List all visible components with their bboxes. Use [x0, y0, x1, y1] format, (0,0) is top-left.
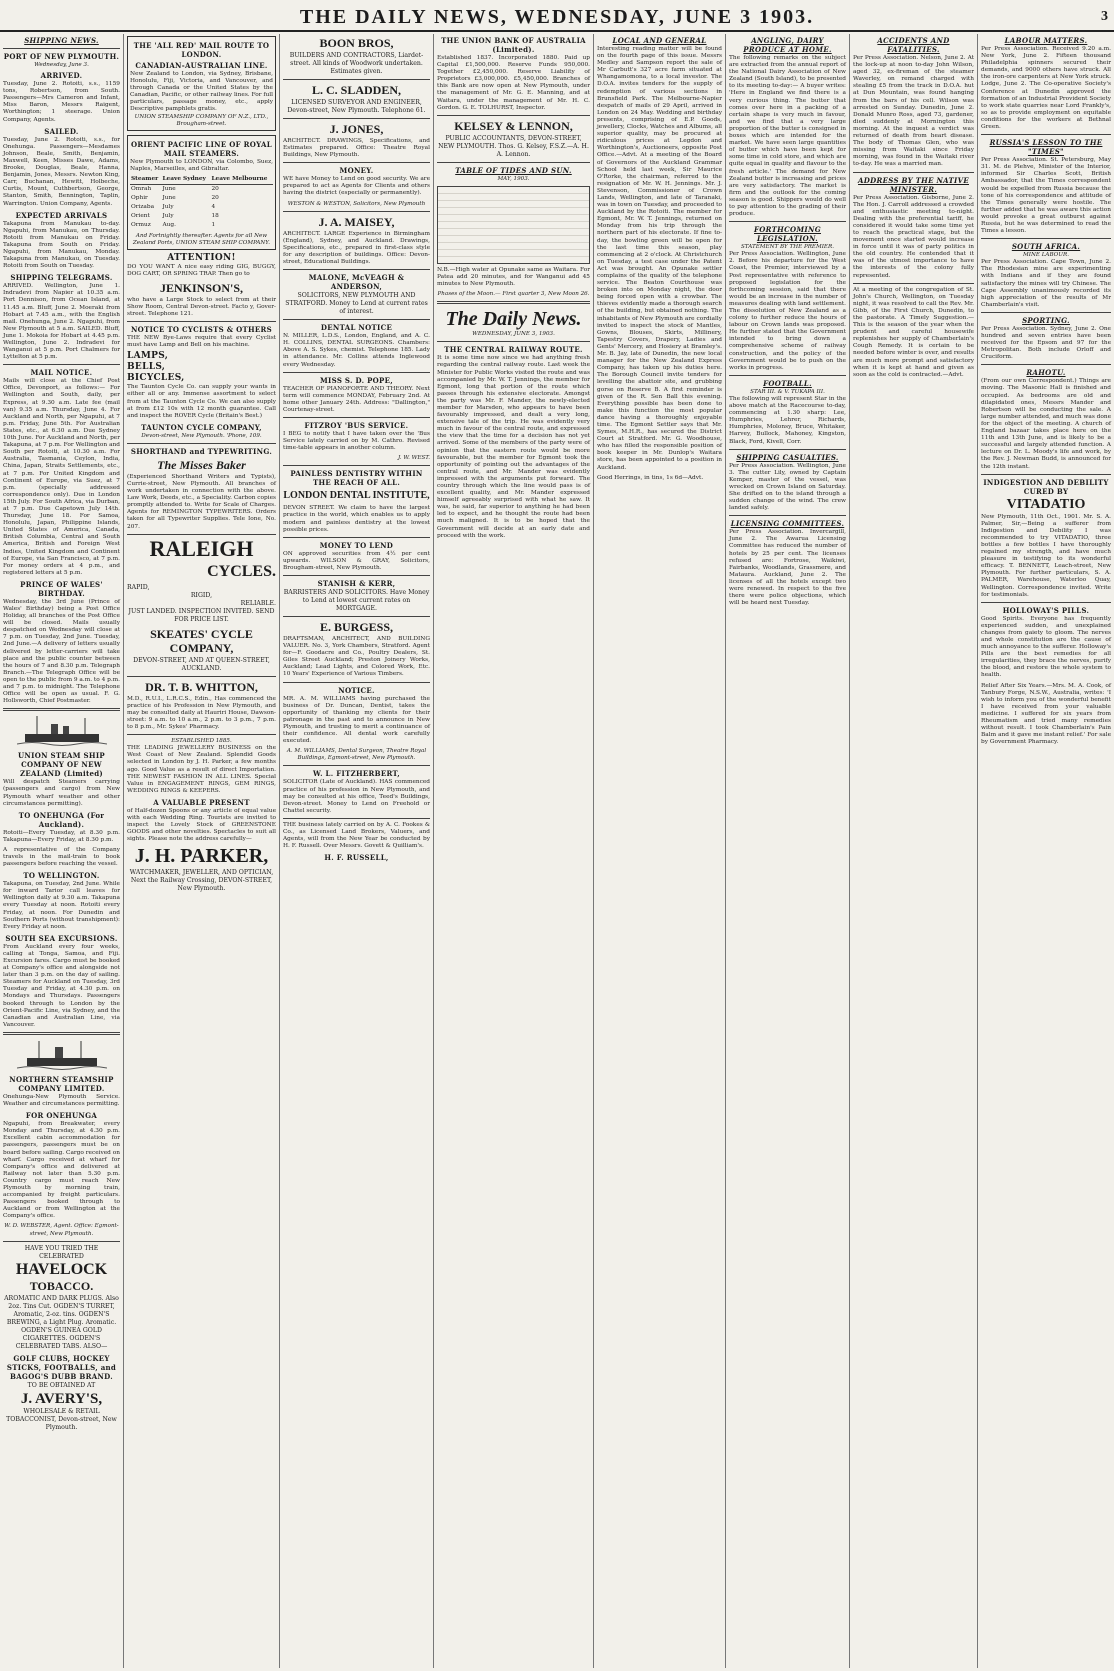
divider — [729, 449, 846, 450]
divider — [283, 465, 430, 466]
divider — [283, 417, 430, 418]
table-header: Steamer — [130, 175, 161, 185]
divider — [437, 115, 590, 116]
money-to-lend-text: ON approved securities from 4½ per cent upwards. WILSON & GRAY, Solicitors, Brougham-street, New Plymouth. — [283, 550, 430, 571]
telegrams-text: ARRIVED. Wellington, June 1. Indradevi from Napier at 10.35 a.m. Port Dennison, from Ocean Island, at 11.45 a.m. Bluff, June 2. Moeraki from Hobart at 7.45 a.m., with the English mail. Onehunga, June 2. Ngapuhi, from New Plymouth at 5 a.m. SAILED. Bluff, June 1. Mokoia for Hobart at 4.45 p.m. Wellington, June 2. Indradevi for Wanganui at 5 p.m. Port Chalmers for Lyttelton at 5 p.m. — [3, 283, 120, 361]
baker-text: (Experienced Shorthand Writers and Typists), Currie-street, New Plymouth. All branches of work undertaken in connection with the above. Law Work, Deeds, etc., a Speciality. Carbon copies promptly attended to. Write for Scale of Charges. Agents for REMINGTON TYPEWRITERS. Orders taken for all Typewriter Supplies. Tele Ione, No. 207. — [127, 473, 276, 530]
column-4 — [434, 34, 594, 1668]
moon-phases: Phases of the Moon.— First quarter 3, New Moon 26. — [437, 291, 590, 298]
accidents-heading: ACCIDENTS AND FATALITIES. — [877, 36, 950, 54]
sailed-text: Tuesday, June 2. Rotoiti, s.s., for Onehunga. Passengers—Mesdames Johnson, Beale, Smith, Benjamin, Maxwell, Keen, Misses Dawe, Adams, Brooke, Douglas, Beale, Hanna, Benjamin, Jones, Messrs. Newton King, Carr, Buchanan, Hewitt, Holbeche, Curtis, Mount, Cuthbertson, George, Stanton, Smith, Bennington, Taplin, Warrington. Union Company, Agents. — [3, 136, 120, 207]
table-cell: 20 — [211, 195, 219, 202]
table-cell: July — [162, 204, 174, 211]
divider — [729, 515, 846, 516]
bicycles-heading: BICYCLES, — [127, 373, 185, 384]
divider — [127, 321, 276, 322]
football-heading: FOOTBALL. — [763, 378, 812, 388]
local-general-heading: LOCAL AND GENERAL — [612, 36, 707, 45]
vitadatio-text: New Plymouth, 11th Oct., 1901. Mr. S. A. Palmer, Sir,—Being a sufferer from Indigestion and Debility I was recommended to try VITADATIO, three bottles a few bottles I have thoroughly regained my strength, and have much pleasure in testifying to its wonderful efficacy. T. BENNETT, Leach-street, New Plymouth. For further particulars, S. A. PALMER, Warehouse, Waterloo Quay, Wellington. Correspondence invited. Write for testimonials. — [981, 513, 1111, 598]
table-header: Leave Melbourne — [210, 175, 273, 185]
avery-heading: J. AVERY'S, — [20, 1390, 103, 1407]
money-text: WE have Money to Lend on good security. We are prepared to act as Agents for Clients and others having the district (especially or permanently). — [283, 176, 430, 197]
union-company-text-2: A representative of the Company travels in the mail-train to book passengers before reaching the vessel. — [3, 846, 120, 868]
divider — [127, 676, 276, 677]
malone-text: SOLICITORS, NEW PLYMOUTH AND STRATFORD. Money to Lend at current rates of interest. — [285, 292, 428, 316]
licensing-heading: LICENSING COMMITTEES. — [730, 519, 845, 529]
forthcoming-subheading: STATEMENT BY THE PREMIER. — [740, 244, 835, 251]
jones-heading: J. JONES, — [329, 122, 384, 136]
table-cell: July — [162, 213, 174, 220]
telegrams-heading: SHIPPING TELEGRAMS. — [10, 273, 113, 283]
wellington-text: Takapuna, on Tuesday, 2nd June. While for inward Tarior call leaves for Wellington daily at 9.30 a.m. Takapuna every Tuesday at noon. Rotoiti every Friday, at noon. For Dunedin and Southern Ports (without transhipment): Every Friday at noon. — [3, 881, 120, 930]
expected-heading: EXPECTED ARRIVALS — [15, 210, 108, 220]
railway-route-heading: THE CENTRAL RAILWAY ROUTE. — [444, 345, 583, 355]
table-cell: Omrah — [131, 186, 152, 193]
birthday-heading: PRINCE OF WALES' BIRTHDAY. — [20, 579, 103, 598]
relief-text: Relief After Six Years.—Mrs. M. A. Cook, of Tanbury Forge, N.S.W., Australia, writes: 'I wish to inform you of the wonderful benefit I have received from your valuable medicine. I suffered for six years from Rheumatism and tried many remedies without result. I took Chamberlain's Pain Balm and it gave me instant relief.' For sale by Government Pharmacy. — [981, 682, 1111, 746]
shipping-casualties-heading: SHIPPING CASUALTIES. — [736, 452, 839, 462]
money-heading: MONEY. — [339, 166, 374, 176]
columns — [0, 34, 1114, 1668]
boon-text: BUILDERS AND CONTRACTORS, Liardet-street. All kinds of Woodwork undertaken. Estimates given. — [289, 52, 424, 75]
divider — [283, 79, 430, 80]
native-minister-text: Per Press Association. Gisborne, June 2. The Hon. J. Carroll addressed a crowded and enthusiastic meeting to-night. Dealing with the preferential tariff, he considered it would take some time yet to reach the practical stage, but the movement once started would increase in force until it was of party politics in the old country. He contended that it was of the utmost importance to have the interests of the colony fully represented. — [853, 194, 974, 279]
divider — [127, 443, 276, 444]
sporting-heading: SPORTING. — [1022, 315, 1070, 325]
valuable-present-heading: A VALUABLE PRESENT — [153, 797, 250, 807]
skeates-subheading: DEVON-STREET, AND AT QUEEN-STREET, AUCKLAND. — [133, 656, 270, 672]
arrived-text: Tuesday, June 2. Rotoiti, s.s., 1159 tons, Robertson, from South. Passengers—Mrs Cameron and Infant, Miss Baron, Messrs Raigent, Worthington; 1 steerage. Union Company, Agents. — [3, 81, 120, 123]
meeting-text: At a meeting of the congregation of St. John's Church, Wellington, on Tuesday night, it was resolved to call the Rev. Mr. Gibb, of the First Church, Dunedin, to the pastorate. A Timely Suggestion.—This is the season of the year when the prudent and careful housewife replenishes her supply of Chamberlain's Cough Remedy. It is certain to be needed before winter is over, and results are much more prompt and satisfactory when it is kept at hand and given as soon as the cold is contracted.—Advt. — [853, 286, 974, 378]
holloway-text: Good Spirits. Everyone has frequently experienced sudden, and unexplained changes from gaiety to gloom. The nerves and whole constitution are the cause of much annoyance to the sufferer. Holloway's Pills are the best remedies for all irregularities, they brace the nerves, purify the blood, and restore the whole system to health. — [981, 615, 1111, 679]
table-row — [130, 194, 273, 203]
northern-signature: W. D. WEBSTER, Agent. Office: Egmont-street, New Plymouth. — [4, 1223, 119, 1237]
orient-heading: ORIENT PACIFIC LINE OF ROYAL MAIL STEAMERS. — [131, 139, 272, 158]
kelsey-heading: KELSEY & LENNON, — [454, 118, 573, 133]
shipping-news-heading: SHIPPING NEWS. — [24, 36, 99, 45]
fitzroy-heading: FITZROY 'BUS SERVICE. — [304, 420, 409, 430]
column-5 — [594, 34, 726, 1668]
fitzroy-text: I BEG to notify that I have taken over the 'Bus Service lately carried on by M. Cathro. Revised time-table appears in another column. — [283, 430, 430, 452]
raleigh-word: RELIABLE. — [240, 599, 276, 607]
daily-news-logo: The Daily News. — [445, 308, 582, 331]
russell-heading: H. F. RUSSELL, — [324, 853, 389, 863]
table-cell: 1 — [211, 222, 216, 229]
bank-heading: THE UNION BANK OF AUSTRALIA (Limited). — [441, 36, 586, 54]
rahotu-text: (From our own Correspondent.) Things are moving. The Masonic Hall is finished and occupied. As bedrooms are old and dilapidated ones, Messrs Mander and Robertson will be conducting the sale. A large number attended, and much was done for the object of the meeting. A church of England bazaar takes place here on the 11th and 13th June, and is likely to be a successful and largely attended function. A lecture on Dr. L. Moody's life and work, by the Rev. J. Newman Budd, is announced for the 12th instant. — [981, 378, 1111, 470]
column-3 — [280, 34, 434, 1668]
labour-heading: LABOUR MATTERS. — [1004, 36, 1088, 45]
dental-text: N. MILLER, L.D.S., London, England, and A. C. H. COLLINS, DENTAL SURGEONS. Chambers: Above A. S. Sykes, chemist. Telephone 185. Lady in attendance. Mr. Collins attends Inglewood every Wednesday. — [283, 333, 430, 368]
havelock-text: AROMATIC AND DARK PLUGS. Also 2oz. Tins Cut. OGDEN'S TURRET, Aromatic, 2-oz. tins. OGDEN'S BREWING, a Light Plug. Aromatic. OGDEN'S GUINEA GOLD CIGARETTES. OGDEN'S CELEBRATED TABS. ALSO— — [4, 1294, 119, 1350]
whitton-text: M.D., R.U.I., L.R.C.S., Edin., Has commenced the practice of his Profession in New Plymouth, and may be consulted daily at Hauriri House, Dawson-street: 9 a.m. to 10 a.m., 2 p.m. to 3 p.m., 7 p.m. to 8 p.m., Mr. Sykes' Pharmacy. — [127, 695, 276, 731]
labour-text: Per Press Association. Received 9.20 a.m. New York, June 2. Fifteen thousand Philadelphia spinners secured their demands, and 9000 others have struck. All the iron-ore carpenters at New York struck. Lodge, June 2. The Co-operative Society's Conference at Dunedin approved the formation of an Industrial Provident Society to work state quarries near Lord Frankly's, so as to provide employment on equitable conditions for the workers at Bethnal Green. — [981, 46, 1111, 131]
masthead — [0, 0, 1114, 32]
mail-notice-text: Mails will close at the Chief Post Office, Devonport, as follows:— For Wellington and South, daily, per Express, at 9.30 a.m. Late fee (mail van) 9.35 a.m. Thursday, June 4. For Auckland and North, per Ngapuhi, at 7 p.m. Friday, June 5th. For Australian States, etc., at 6.30 a.m. Due Sydney 10th June. For Auckland and North, per Takapuna, at 7 p.m. For Wellington and South per Rotoiti, at 10.30 a.m. For Australia, Tasmania, Ceylon, India, China, Japan, Straits Settlements, etc., at 7 p.m. For United Kingdom and Continent of Europe, via Suez, at 7 p.m. (specially addressed correspondence only). Due in London 15th July. For South Africa, via Durban, at 7 p.m. Due Capetown July 14th. Thursday, June 18. For Samoa, Honolulu, Japan, Philippine Islands, United States of America, Canada, British Columbia, Central and South America, British and Foreign West Indies, United Kingdom and Continent of Europe, via San Francisco, at 7 p.m. For money orders at 4 p.m., and registered letters at 5 p.m. — [3, 378, 121, 576]
onehunga-text: Rotoiti—Every Tuesday, at 8.30 p.m. Takapuna—Every Friday, at 8.30 p.m. — [3, 829, 120, 843]
divider — [729, 221, 846, 222]
valuable-present-text: of Half-dozen Spoons or any article of equal value with each Wedding Ring. Tourists are invited to inspect the Lovely Stock of GREENSTONE GOODS and other novelties. Spectacles to suit all sights. Please note the address carefully— — [127, 807, 276, 843]
south-sea-text: From Auckland every four weeks, calling at Tonga, Samoa, and Fiji. Excursion fares. Cargo must be booked at Company's office and alongside not later than 3 p.m. on the day of sailing. Steamers for Auckland on Tuesday, 3rd Tuesday and Friday, at 4.30 p.m. on Mondays and Thursdays. Passengers booked through to London by the Orient-Pacific Line, via Sydney, and the Canadian and Australian Line, via Vancouver. — [3, 943, 120, 1028]
table-cell: 18 — [211, 213, 219, 220]
raleigh-word: RIGID, — [190, 591, 213, 599]
to-onehunga-heading: TO ONEHUNGA (For Auckland). — [18, 810, 105, 829]
painless-heading: PAINLESS DENTISTRY WITHIN THE REACH OF ALL. — [290, 469, 423, 488]
parker-text: THE LEADING JEWELLERY BUSINESS on the West Coast of New Zealand. Splendid Goods selected in London by J. H. Parker, a few months ago. Good Value as a result of direct Importation. THE NEWEST FASHION IN ALL LINES. Special Value in ENGAGEMENT RINGS, GEM RINGS, WEDDING RINGS & KEEPERS. — [127, 745, 276, 794]
steamship-illustration — [17, 1038, 107, 1072]
licensing-text: Per Press Association. Invercargill, June 2. The Awarua Licensing Committee has reduced the number of hotels by 25 per cent. The licenses refused are: Fortrose, Waikiwi, Fairbanks, Woodlands, Grassmere, and Mataura. Auckland, June 2. The licenses of all the hotels except two were renewed. In respect to the five there were police objections, which will be heard next Tuesday. — [729, 529, 846, 607]
divider — [729, 375, 846, 376]
maisey-heading: J. A. MAISEY, — [318, 214, 395, 229]
sporting-text: Per Press Association. Sydney, June 2. One hundred and seven entries have been received for the Epsom and 97 for the Metropolitan. Both include Orloff and Cruciform. — [981, 325, 1111, 361]
divider — [981, 312, 1111, 313]
table-cell: Aug. — [162, 222, 176, 229]
bank-text: Established 1837. Incorporated 1880. Paid up Capital £1,500,000. Reserve Funds 950,000. Together £2,450,000. Reserve Liability of Proprietors £3,000,000. £5,450,000. Branches of this Bank are now open at New Plymouth, under the management of Mr. G. E. Manning, and at Waitara, under the management of Mr. H. C. Gordon. G. E. TOLHURST, Inspector. — [437, 55, 590, 111]
port-heading: PORT OF NEW PLYMOUTH. — [3, 52, 120, 61]
dairy-heading: ANGLING, DAIRY PRODUCE AT HOME. — [743, 36, 832, 54]
canadian-line-heading: CANADIAN-AUSTRALIAN LINE. — [135, 61, 268, 70]
raleigh-word: RAPID, — [127, 583, 150, 591]
havelock-lead: HAVE YOU TRIED THE CELEBRATED — [24, 1244, 99, 1260]
taunton-subheading: Devon-street, New Plymouth. 'Phone, 109. — [141, 432, 262, 439]
ad-snippet: Good Herrings, in tins, 1s 6d—Advt. — [597, 474, 704, 481]
sladden-heading: L. C. SLADDEN, — [311, 83, 401, 97]
holloway-heading: HOLLOWAY'S PILLS. — [1002, 605, 1090, 615]
divider — [127, 734, 276, 735]
standish-heading: STANISH & KERR, — [317, 579, 396, 588]
dairy-text: The following remarks on the subject are extracted from the annual report of the National Dairy Association of New Zealand (South Island), to be presented to its meeting to-day:— A buyer writes: 'Here in England we find there is a very curious thing. The butter that comes over here in a packing of a certain shape is very much in favour, and we find that a very large proportion of the butter is consigned in boxes which are intended for the market. We have seen large quantities of butter which have been kept for some time in cold store, and which are quite equal in quality and flavour to the fresh article.' The demand for New Zealand butter is increasing and prices are very satisfactory. The market is firm and the outlook for the coming season is good. Shippers would do well to pay attention to the grading of their produce. — [729, 55, 847, 218]
jenkinson-text: who have a Large Stock to select from at their Show Room, Central Devon-street. Facto y, Gover-street. Telephone 121. — [127, 296, 276, 318]
table-header: Leave Sydney — [161, 175, 210, 185]
football-subheading: STAR III. & V. TUKAPA III. — [750, 388, 825, 395]
table-cell: Orizaba — [131, 204, 155, 211]
divider — [283, 319, 430, 320]
northern-steamship-heading: NORTHERN STEAMSHIP COMPANY LIMITED. — [9, 1074, 114, 1093]
jones-text: ARCHITECT. DRAWINGS, Specifications, and Estimates prepared. Office: Theatre Royal Buildings, New Plymouth. — [283, 138, 430, 159]
golf-heading: GOLF CLUBS, HOCKEY STICKS, FOOTBALLS, and BAGOG'S DUBB BRAND. — [6, 1353, 117, 1381]
sladden-text: LICENSED SURVEYOR AND ENGINEER, Devon-street, New Plymouth. Telephone 61. — [287, 99, 426, 114]
weston-signature: WESTON & WESTON, Solicitors, New Plymouth — [287, 200, 426, 207]
russia-heading: RUSSIA'S LESSON TO THE "TIMES" — [989, 138, 1103, 157]
notice-text: MR. A. M. WILLIAMS having purchased the business of Dr. Duncan, Dentist, takes the opportunity of thanking my clients for their patronage in the past and to announce in New Plymouth, and trusting to merit a continuance of their confidence. All dental work carefully executed. — [283, 695, 430, 745]
logo-date: WEDNESDAY, JUNE 3, 1903. — [472, 331, 555, 338]
whitton-heading: DR. T. B. WHITTON, — [145, 679, 258, 694]
divider — [283, 575, 430, 576]
bells-heading: BELLS, — [127, 362, 166, 373]
raleigh-heading: RALEIGH — [149, 535, 254, 561]
williams-signature: A. M. WILLIAMS, Dental Surgeon, Theatre Royal Buildings, Egmont-street, New Plymouth. — [286, 748, 427, 762]
local-general-text: Interesting reading matter will be found on the fourth page of this issue. Messrs Medley and Sampson report the sale of Mr Carbutt's 327 acre farm situated at Whangamomona, to a local investor. The D.O.A. invites tenders for the supply of redemption of various sections in Brunsfield Park. The Melbourne-Napier despatch of mails of 29 April, arrived in London on 24 May. Wedding and birthday presents, comprising of E.P. Goods, jewellery, Clocks, Watches and Albums, all superior quality, may be procured at ridiculous prices at Legdon and Worthington's, Auctioneers, opposite Post Office.—Advt. At a meeting of the Board of Governors of the Auckland Grammar School held last week, Sir Maurice O'Rorke, the chairman, referred to the resignation of Mr. W. H. Jennings. Mr. J. Stevenson, Commissioner of Crown Lands, Wellington, and late of Taranaki, was in town on Tuesday, and proceeded to Auckland by the Rotoiti. The member for Egmont, Mr. W. T. Jennings, returned on Monday from his trip through the northern part of his electorate. If fine to-day, the bowling green will be open for the last time this season, play commencing at 2 o'clock. At Christchurch on Tuesday, a test case under the Patent Act was brought. An Opunake settler complains of the quality of the telephone service. The Beaton Courthouse was broken into on Monday night, the door being forced open with a crowbar. The thieves evidently made a thorough search of the building, but obtained nothing. The inhabitants of New Plymouth are cordially invited to inspect the stock of Mantles, Gowns, Blouses, Skirts, Millinery, Tapestry Covers, Drapery, Ladies and Gents' Mercery, and Hosiery at Bramley's. Mr. B. Jay, late of Dunedin, the new local manager for the New Zealand Express Company, has taken up his duties here. The Borough Council invite tenders for levelling the abattoir site, and grubbing gorse on Reserve B. A first reminder is given of the R. Sen Ball this evening. Everything possible has been done to make this function the most popular dance having a thoroughly enjoyable time. The Egmont Settler says that Mr. Symes, M.H.R., has secured the District Court at Stratford. Mr. G. Woodhouse, who has filled the responsible position of book keeper in Mr. Dunlop's Waitara store, has been appointed to a position in Auckland. — [597, 46, 722, 471]
havelock-heading: HAVELOCK — [15, 1260, 108, 1278]
divider — [3, 708, 120, 711]
pope-text: TEACHER OF PIANOFORTE AND THEORY. Next term will commence MONDAY, February 2nd. At home other January 24th. Address: "Dallington," Courtenay-street. — [283, 385, 430, 413]
attention-heading: ATTENTION! — [167, 252, 236, 263]
burgess-text: DRAFTSMAN, ARCHITECT, AND BUILDING VALUER. No. 3, York Chambers, Stratford. Agent for—F. Goodacre and Co., Poultry Dealers, St. Giles Street Auckland; Preston Joinery Works, Auckland; Lead Lights, and Colored Work, Etc. 10 Years' Experience of Various Timbers. — [283, 636, 430, 678]
northern-steamship-text: Onehunga-New Plymouth Service. Weather and circumstances permitting. — [3, 1093, 120, 1108]
accidents-text: Per Press Association. Nelson, June 2. At the lock-up at noon to-day John Wilson, aged 32, ex-fireman of the steamer Waverley, on remand charged with stealing £5 from the track in D.O.A. hut at Dun Mountain, was found hanging from the bars of his cell. Wilson was arrested on Sunday. Dunedin, June 2. Donald Munro Ross, aged 73, gardener, died suddenly at Mornington this morning. At the inquest a verdict was returned of death from heart disease. The body of Thomas Glen, who was missing from Waitaki since Friday morning, was found in the Waitaki river to-day. He was a married man. — [853, 55, 974, 168]
divider — [3, 364, 120, 365]
divider — [283, 616, 430, 617]
tides-heading: TABLE OF TIDES AND SUN. — [455, 165, 572, 175]
south-africa-text: Per Press Association. Cape Town, June 2. The Rhodesian mine are experimenting with Indians and if they are found satisfactory the mines will try Chinese. The Cape Assembly unanimously recorded its high appreciation of the results of Mr Chamberlain's visit. — [981, 259, 1111, 308]
cyclists-text: THE NEW Bye-Laws require that every Cyclist must have Lamp and Bell on his machine. — [127, 335, 276, 349]
football-text: The following will represent Star in the above match at the Racecourse to-day, commencing at 1.30 sharp: Lee, Humphries, Lehrer, Richards, Humphries, Molonsy, Bruce, Whitaker, Harvey, Bullock, Mahoney, Kingston, Black, Ford, Kivell, Corr. — [729, 395, 846, 445]
all-red-text: New Zealand to London, via Sydney, Brisbane, Honolulu, Fiji, Victoria, and Vancouver, and through Canada or the United States by the Canadian, Pacific, or other railway lines. For full particulars, passage money, etc., apply Descriptive pamphlets gratis. — [130, 71, 273, 113]
table-cell: June — [162, 195, 176, 202]
railway-route-text: It is some time now since we had anything fresh regarding the central railway route. Last week the Minister for Public Works visited the route and was accompanied by Mr. W. T. Jennings, the member for Egmont, long that portion of the route which passes through his extensive electorate. Amongst the party was Mr. F. Mander, the newly-elected member for Marsden, who appears to have been favourably impressed, and dealt a very long, extensive tale of the trip. He was evidently very much in favour of the central route, and expressed the view that the time for a decision has not yet arrived. Some of the members of the party were of opinion that the eastern route would be more favourable, but the member for Egmont took the opportunity of pointing out the advantages of the central route, and Mr. Mander was evidently impressed with the arguments put forward. The country through which the line would pass is of excellent quality, and Mr. Mander expressed himself agreeably surprised with what he saw. It was, he said, far superior to anything he had been led to expect, and he thought the route had been much maligned. It is to be hoped that the Government will decide at an early date and proceed with the work. — [437, 355, 590, 539]
date-line: Wednesday, June 3. — [34, 62, 89, 68]
forthcoming-text: Per Press Association. Wellington, June 2. Before his departure for the West Coast, the Premier, interviewed by a Post representative with reference to proposed legislation for the forthcoming session, said that there would be an increase in the number of measures dealing with land settlement. The dissolution of New Zealand as a colony to further reduce the hours of labour on Crown lands was proposed. He further stated that the Government intended to bring down a comprehensive scheme of railway construction, and the policy of the Government would be to push on the works in progress. — [729, 251, 846, 371]
divider — [3, 1241, 120, 1242]
all-red-route-ad — [127, 36, 276, 131]
divider — [437, 301, 590, 304]
lamps-heading: LAMPS, — [127, 351, 169, 362]
dental-heading: DENTAL NOTICE — [320, 323, 393, 333]
south-africa-heading: SOUTH AFRICA. — [1011, 242, 1081, 252]
parker-heading: J. H. PARKER, — [134, 845, 269, 868]
table-cell: June — [162, 186, 176, 193]
maisey-text: ARCHITECT. LARGE Experience in Birmingham (England), Sydney, and Auckland. Drawings, Specifications, etc., prepared in first-class style for any description of buildings. Office: Devon-street, Educational Buildings. — [283, 230, 430, 266]
london-dental-text: DEVON STREET. We claim to have the largest practice in the world, which enables us to apply modern and painless dentistry at the lowest possible prices. — [283, 505, 430, 533]
divider — [283, 269, 430, 270]
pope-heading: MISS S. D. POPE, — [320, 375, 393, 385]
tides-note: N.B.—High water at Opunake same as Waitara. For Patea add 20 minutes, and for Wanganui add 45 minutes to New Plymouth. — [437, 266, 590, 288]
birthday-text: Wednesday, the 3rd June (Prince of Wales' Birthday) being a Post Office Holiday, all branches of the Post Office will be closed. Mails usually despatched on Wednesday will close at 7 p.m. on Tuesday, 2nd June. Tuesday, 2nd June.—A delivery of letters usually delivered by letter-carriers will take place and the public counter between the hours of 7 and 8.30 p.m. Telegraph Branch.—The Telegraph Office will be open to the public from 9 a.m. to 4 p.m. and 7 p.m. to midnight. The Telephone Office will be open as usual. F. G. Hollsworth, Chief Postmaster. — [3, 598, 121, 705]
malone-heading: MALONE, McVEAGH & ANDERSON, — [308, 273, 405, 292]
divider — [437, 341, 590, 342]
native-minister-heading: ADDRESS BY THE NATIVE MINISTER. — [858, 175, 969, 194]
fitzherbert-text: SOLICITOR (Late of Auckland). HAS commenced practice of his profession in New Plymouth, and may be consulted at his office, Teed's Buildings, Devon-street. Money to Lend on Freehold or Chattel security. — [283, 779, 430, 814]
union-company-text: Will despatch Steamers carrying (passengers and cargo) from New Plymouth wharf weather and other circumstances permitting). — [3, 779, 120, 807]
tobacco-heading: TOBACCO. — [29, 1278, 94, 1293]
vitadatio-heading: VITADATIO — [1006, 496, 1086, 512]
column-1 — [0, 34, 124, 1668]
russell-text: THE business lately carried on by A. C. Fookes & Co., as Licensed Land Brokers, Valuers, and Agents, will from the New Year be conducted by H. F. Russell. Over Messrs. Govett & Quilliam's. — [283, 821, 430, 850]
shorthand-heading: SHORTHAND and TYPEWRITING. — [130, 446, 273, 456]
boon-heading: BOON BROS, — [319, 36, 394, 50]
divider — [3, 48, 120, 49]
orient-text: New Plymouth to LONDON, via Colombo, Suez, Naples, Marseilles, and Gibraltar. — [130, 158, 273, 172]
taunton-heading: TAUNTON CYCLE COMPANY, — [141, 422, 262, 432]
all-red-signature: UNION STEAMSHIP COMPANY OF N.Z., LTD., Brougham-street. — [134, 113, 269, 127]
table-cell: Ormuz — [131, 222, 151, 229]
table-row — [130, 221, 273, 230]
parker-established: ESTABLISHED 1885. — [171, 738, 232, 745]
northern-onehunga-heading: FOR ONEHUNGA — [25, 1111, 98, 1121]
divider — [981, 364, 1111, 365]
divider — [981, 134, 1111, 135]
steamship-illustration — [17, 714, 107, 748]
divider — [283, 765, 430, 766]
column-7 — [850, 34, 978, 1668]
divider — [283, 162, 430, 163]
attention-text: DO YOU WANT A nice easy riding GIG, BUGGY, DOG CART, OR SPRING TRAP. Then go to — [127, 263, 276, 277]
cyclists-heading: NOTICE TO CYCLISTS & OTHERS — [130, 325, 273, 335]
page-number: 3 — [1101, 9, 1108, 24]
cycles-heading: CYCLES. — [207, 562, 276, 580]
south-sea-heading: SOUTH SEA EXCURSIONS. — [5, 933, 118, 943]
divider — [127, 534, 276, 535]
rahotu-heading: RAHOTU. — [1026, 368, 1066, 378]
divider — [283, 537, 430, 538]
divider — [283, 682, 430, 683]
divider — [981, 238, 1111, 239]
fitzroy-signature: J. W. WEST. — [397, 455, 430, 462]
notice-heading: NOTICE. — [338, 685, 375, 695]
to-wellington-heading: TO WELLINGTON. — [23, 871, 100, 881]
divider — [853, 172, 974, 173]
northern-steamship-text-2: Ngapuhi, from Breakwater, every Monday and Thursday, at 4.30 p.m. Excellent cabin accommodation for passengers, passengers must be on board before sailing. Cargo received on wharf. Cargo received at wharf for Company's office and delivered at Railway not later than 5.30 p.m. Country cargo must reach New Plymouth by morning train, accompanied by freight particulars. Passengers booked through to Auckland or from Wellington at the Company's office. — [3, 1121, 120, 1220]
london-dental-heading: LONDON DENTAL INSTITUTE, — [283, 490, 430, 502]
standish-text: BARRISTERS AND SOLICITORS. Have Money to Lend at lowest current rates on MORTGAGE. — [283, 589, 430, 612]
divider — [283, 118, 430, 119]
column-2 — [124, 34, 280, 1668]
table-row — [130, 203, 273, 212]
union-company-heading: UNION STEAM SHIP COMPANY OF NEW ZEALAND (Limited) — [18, 751, 105, 779]
table-cell: 20 — [211, 186, 219, 193]
table-cell: Orient — [131, 213, 150, 220]
table-row — [130, 212, 273, 221]
shipping-casualties-text: Per Press Association. Wellington, June 3. The cutter Lily, owned by Captain Kemper, master of the vessel, was wrecked on Crown Island on Saturday. She drifted on to the island through a sudden change of the wind. The crew landed safely. — [729, 462, 846, 512]
indigestion-heading: INDIGESTION AND DEBILITY CURED BY — [983, 477, 1109, 496]
divider — [283, 211, 430, 212]
parker-subheading: WATCHMAKER, JEWELLER, AND OPTICIAN, Next the Railway Crossing, DEVON-STREET, New Plymouth. — [129, 869, 274, 893]
money-to-lend-heading: MONEY TO LEND — [319, 540, 394, 550]
table-cell: Ophir — [131, 195, 148, 202]
divider — [981, 602, 1111, 603]
divider — [437, 162, 590, 163]
russia-text: Per Press Association. St. Petersburg, May 31. M. de Plehve, Minister of the Interior, informed Sir Charles Scott, British Ambassador, that the Times correspondent would be expelled from Russia because the tone of his correspondence and attitude of the Times generally were hostile. The further added that he was aware this action would provoke a great outburst against Russia, but he was determined to read the Times a lesson. — [981, 157, 1111, 235]
table-cell: 4 — [211, 204, 216, 211]
kelsey-text: PUBLIC ACCOUNTANTS, DEVON-STREET, NEW PLYMOUTH. Thos. G. Kelsey, F.S.Z.—A. H. A. Lennon. — [438, 134, 589, 158]
orient-footer: And Fortnightly thereafter. Agents for all New Zealand Ports, UNION STEAM SHIP COMPANY. — [132, 232, 271, 246]
sailings-table — [130, 175, 273, 231]
south-africa-subheading: MINE LABOUR. — [1023, 252, 1069, 259]
skeates-heading: SKEATES' CYCLE COMPANY, — [150, 626, 253, 655]
arrived-heading: ARRIVED. — [40, 71, 83, 81]
all-red-heading: THE 'ALL RED' MAIL ROUTE TO LONDON. — [133, 41, 270, 59]
tide-table — [437, 186, 590, 264]
forthcoming-heading: FORTHCOMING LEGISLATION. — [754, 225, 821, 244]
divider — [3, 1032, 120, 1035]
divider — [981, 474, 1111, 475]
obtained-line: TO BE OBTAINED AT — [27, 1381, 96, 1389]
fitzherbert-heading: W. L. FITZHERBERT, — [313, 769, 400, 779]
column-8 — [978, 34, 1114, 1668]
orient-line-ad — [127, 135, 276, 250]
mail-notice-heading: MAIL NOTICE. — [30, 368, 93, 378]
burgess-heading: E. BURGESS, — [319, 620, 394, 634]
expected-text: Takapuna from Manukau to-day. Ngapuhi, from Manukau, on Thursday. Rotoiti from Manukau on Friday. Takapuna from South on Friday. Ngapuhi, from Manukau, Monday. Takapuna from Manukau, on Tuesday. Rotoiti from South on Tuesday. — [3, 220, 120, 270]
tides-month: MAY, 1903. — [497, 175, 530, 182]
sailed-heading: SAILED. — [44, 126, 79, 136]
divider — [283, 818, 430, 819]
taunton-text: The Taunton Cycle Co. can supply your wants in either all or any. Immense assortment to select from at the Taunton Cycle Co. We can also supply at from £12 10s with 12 month guarantee. Call and inspect the ROVER Cycle (Britain's Best.) — [127, 384, 276, 419]
divider — [283, 372, 430, 373]
divider — [853, 283, 974, 284]
table-row — [130, 185, 273, 195]
raleigh-text: JUST LANDED. INSPECTION INVITED. SEND FOR PRICE LIST. — [128, 607, 275, 623]
column-6 — [726, 34, 850, 1668]
baker-heading: The Misses Baker — [157, 457, 246, 472]
jenkinson-heading: JENKINSON'S, — [159, 280, 244, 295]
avery-subheading: WHOLESALE & RETAIL TOBACCONIST, Devon-street, New Plymouth. — [6, 1407, 117, 1431]
newspaper-title: THE DAILY NEWS, WEDNESDAY, JUNE 3 1903. — [299, 6, 815, 28]
